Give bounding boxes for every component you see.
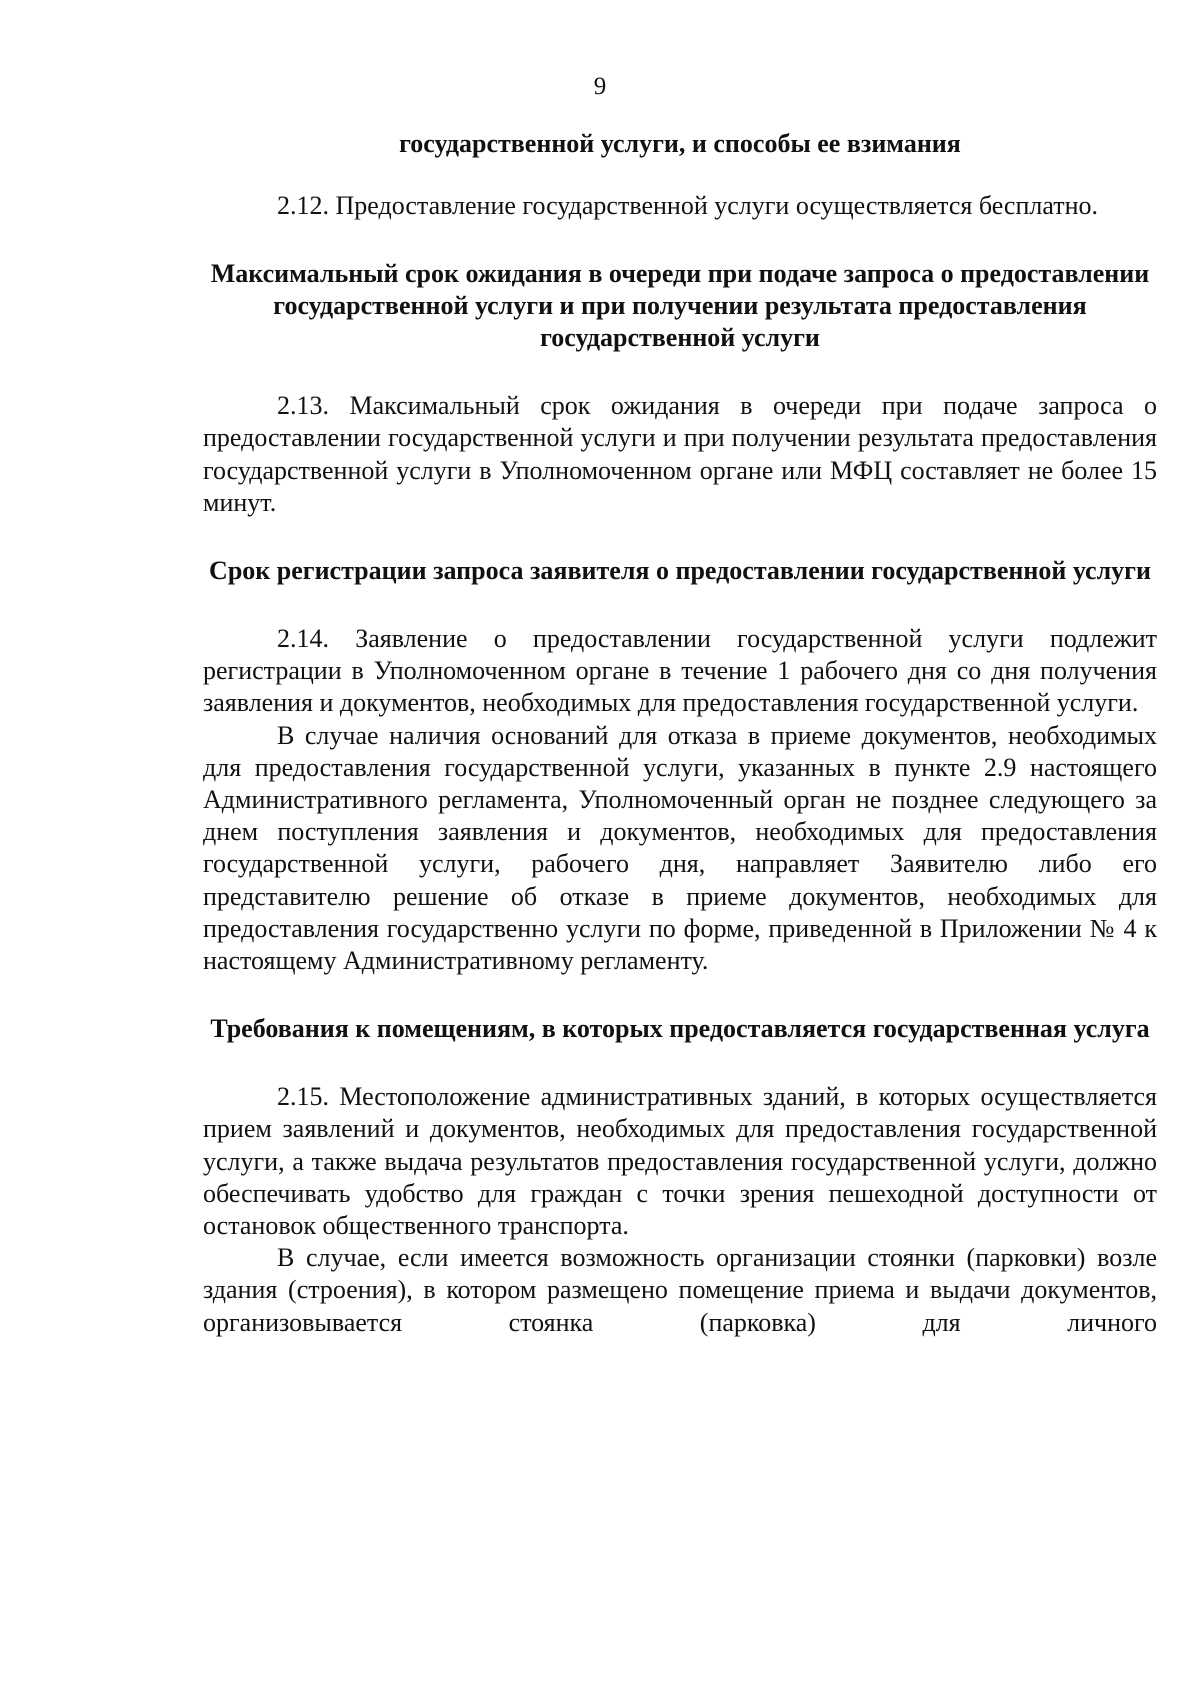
section-heading-queue-time: Максимальный срок ожидания в очереди при подаче запроса о предоставлении государственной услуги и при получении результата предоставления государственной услуги <box>210 259 1150 353</box>
section-heading-registration: Срок регистрации запроса заявителя о предоставлении государственной услуги <box>209 556 1151 586</box>
paragraph-2-15: 2.15. Местоположение административных зданий, в которых осуществляется прием заявлений и документов, необходимых для предоставления государственной услуги, а также выдача результатов предоставления государственной услуги, должно обеспечивать удобство для граждан с точки зрения пешеходной доступности от остановок общественного транспорта. <box>203 1082 1157 1241</box>
paragraph-2-15-parking: В случае, если имеется возможность организации стоянки (парковки) возле здания (строения), в котором размещено помещение приема и выдачи документов, организовывается стоянка (парковка) для личного <box>203 1243 1157 1337</box>
paragraph-2-12: 2.12. Предоставление государственной услуги осуществляется бесплатно. <box>277 191 1099 220</box>
paragraph-2-14-refusal: В случае наличия оснований для отказа в приеме документов, необходимых для предоставления государственной услуги, указанных в пункте 2.9 настоящего Административного регламента, Уполномоченный орган не позднее следующего за днем поступления заявления и документов, необходимых для предоставления государственной услуги, рабочего дня, направляет Заявителю либо его представителю решение об отказе в приеме документов, необходимых для предоставления государственно услуги по форме, приведенной в Приложении № 4 к настоящему Административному регламенту. <box>203 720 1157 976</box>
section-heading-premises: Требования к помещениям, в которых предоставляется государственная услуга <box>210 1014 1150 1044</box>
paragraph-2-14: 2.14. Заявление о предоставлении государственной услуги подлежит регистрации в Уполномоченном органе в течение 1 рабочего дня со дня получения заявления и документов, необходимых для предоставления государственной услуги. <box>203 624 1157 718</box>
page-number: 9 <box>593 73 607 100</box>
paragraph-2-13: 2.13. Максимальный срок ожидания в очереди при подаче запроса о предоставлении государственной услуги и при получении результата предоставления государственной услуги в Уполномоченном органе или МФЦ составляет не более 15 минут. <box>203 391 1157 517</box>
document-body <box>203 128 1157 1339</box>
section-heading-fee: государственной услуги, и способы ее взимания <box>399 129 961 158</box>
